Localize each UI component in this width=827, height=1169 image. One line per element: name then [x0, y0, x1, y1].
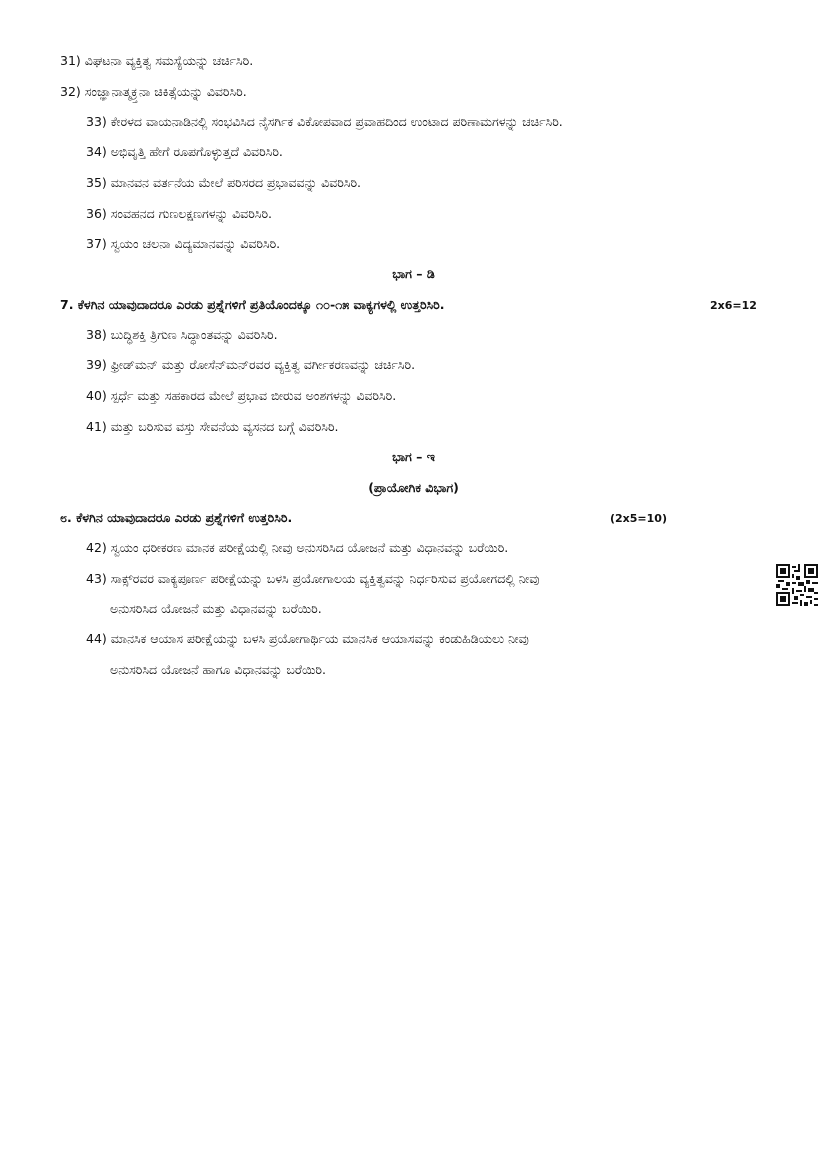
question-number: 35) [86, 175, 107, 190]
question-text: ಸ್ಪರ್ಧೆ ಮತ್ತು ಸಹಕಾರದ ಮೇಲೆ ಪ್ರಭಾವ ಬೀರುವ ಅಂಶಗಳನ್ನು ವಿವರಿಸಿರಿ. [110, 388, 397, 403]
question-number: 31) [60, 53, 81, 68]
section-d-instruction: 7. ಕೆಳಗಿನ ಯಾವುದಾದರೂ ಎರಡು ಪ್ರಶ್ನೆಗಳಿಗೆ ಪ್ರತಿಯೊಂದಕ್ಕೂ ೧೦-೧೫ ವಾಕ್ಯಗಳಲ್ಲಿ ಉತ್ತರಿಸಿರಿ. [60, 297, 445, 312]
question-43-continuation: ಅನುಸರಿಸಿದ ಯೋಜನೆ ಮತ್ತು ವಿಧಾನವನ್ನು ಬರೆಯಿರಿ. [110, 601, 322, 616]
question-31 [60, 53, 253, 69]
section-e-marks: (2x5=10) [610, 512, 667, 525]
question-text: ಸಂವಹನದ ಗುಣಲಕ್ಷಣಗಳನ್ನು ವಿವರಿಸಿರಿ. [110, 206, 273, 221]
question-41 [86, 419, 339, 435]
section-e-instruction: ೮. ಕೆಳಗಿನ ಯಾವುದಾದರೂ ಎರಡು ಪ್ರಶ್ನೆಗಳಿಗೆ ಉತ್ತರಿಸಿರಿ. [60, 510, 293, 525]
question-38 [86, 327, 278, 343]
section-e-heading: ಭಾಗ – ಇ [392, 449, 435, 464]
question-number: 43) [86, 571, 107, 586]
question-number: 37) [86, 236, 107, 251]
question-35 [86, 175, 361, 191]
qr-code-icon [776, 564, 818, 606]
question-number: 38) [86, 327, 107, 342]
question-number: 44) [86, 631, 107, 646]
question-text: ಕೇರಳದ ವಾಯನಾಡಿನಲ್ಲಿ ಸಂಭವಿಸಿದ ನೈಸರ್ಗಿಕ ವಿಕೋಪವಾದ ಪ್ರವಾಹದಿಂದ ಉಂಟಾದ ಪರಿಣಾಮಗಳನ್ನು ಚರ್ಚಿಸಿರಿ. [110, 114, 563, 129]
question-number: 39) [86, 357, 107, 372]
question-text: ಸಾಕ್ಸ್‌ರವರ ವಾಕ್ಯಪೂರ್ಣ ಪರೀಕ್ಷೆಯನ್ನು ಬಳಸಿ ಪ್ರಯೋಗಾಲಯ ವ್ಯಕ್ತಿತ್ವವನ್ನು ನಿರ್ಧರಿಸುವ ಪ್ರಯೋಗದಲ್ಲಿ ನೀವು [110, 571, 540, 586]
question-text: ಅಭಿವೃತ್ತಿ ಹೇಗೆ ರೂಪಗೊಳ್ಳುತ್ತದೆ ವಿವರಿಸಿರಿ. [110, 144, 283, 159]
question-number: 42) [86, 540, 107, 555]
question-text: ಮಾನವನ ವರ್ತನೆಯ ಮೇಲೆ ಪರಿಸರದ ಪ್ರಭಾವವನ್ನು ವಿವರಿಸಿರಿ. [110, 175, 362, 190]
section-d-marks: 2x6=12 [710, 299, 757, 312]
question-text: ವಿಘಟನಾ ವ್ಯಕ್ತಿತ್ವ ಸಮಸ್ಯೆಯನ್ನು ಚರ್ಚಿಸಿರಿ. [84, 53, 254, 68]
question-34 [86, 144, 283, 160]
question-42 [86, 540, 508, 556]
question-44-continuation: ಅನುಸರಿಸಿದ ಯೋಜನೆ ಹಾಗೂ ವಿಧಾನವನ್ನು ಬರೆಯಿರಿ. [110, 662, 326, 677]
question-text: ಸ್ವಯಂ ಚಲನಾ ವಿದ್ಯಮಾನವನ್ನು ವಿವರಿಸಿರಿ. [110, 236, 281, 251]
question-33 [86, 114, 563, 130]
question-39 [86, 357, 415, 373]
question-number: 40) [86, 388, 107, 403]
question-text: ಫ್ರೀಡ್‌ಮನ್ ಮತ್ತು ರೋಸೆನ್‌ಮನ್‌ರವರ ವ್ಯಕ್ತಿತ್ವ ವರ್ಗೀಕರಣವನ್ನು ಚರ್ಚಿಸಿರಿ. [110, 357, 416, 372]
question-text: ಮತ್ತು ಬರಿಸುವ ವಸ್ತು ಸೇವನೆಯ ವ್ಯಸನದ ಬಗ್ಗೆ ವಿವರಿಸಿರಿ. [110, 419, 339, 434]
question-text: ಸಂಜ್ಞಾನಾತ್ಮಕ್ರ್ತನಾ ಚಿಕಿತ್ಸೆಯನ್ನು ವಿವರಿಸಿರಿ. [84, 84, 247, 99]
question-number: 36) [86, 206, 107, 221]
question-44 [86, 631, 529, 647]
question-text: ಬುದ್ಧಿಶಕ್ತಿ ತ್ರಿಗುಣ ಸಿದ್ಧಾಂತವನ್ನು ವಿವರಿಸಿರಿ. [110, 327, 278, 342]
question-43 [86, 571, 539, 587]
question-number: 33) [86, 114, 107, 129]
question-text: ಮಾನಸಿಕ ಆಯಾಸ ಪರೀಕ್ಷೆಯನ್ನು ಬಳಸಿ ಪ್ರಯೋಗಾರ್ಥಿಯ ಮಾನಸಿಕ ಆಯಾಸವನ್ನು ಕಂಡುಹಿಡಿಯಲು ನೀವು [110, 631, 529, 646]
question-36 [86, 206, 272, 222]
question-37 [86, 236, 280, 252]
question-number: 41) [86, 419, 107, 434]
question-number: 32) [60, 84, 81, 99]
section-e-subheading: (ಪ್ರಾಯೋಗಿಕ ವಿಭಾಗ) [368, 480, 459, 495]
question-32 [60, 84, 247, 100]
question-text: ಸ್ವಯಂ ಧರೀಕರಣ ಮಾನಕ ಪರೀಕ್ಷೆಯಲ್ಲಿ ನೀವು ಅನುಸರಿಸಿದ ಯೋಜನೆ ಮತ್ತು ವಿಧಾನವನ್ನು ಬರೆಯಿರಿ. [110, 540, 509, 555]
question-40 [86, 388, 396, 404]
question-number: 34) [86, 144, 107, 159]
section-d-heading: ಭಾಗ – ಡಿ [392, 266, 435, 281]
